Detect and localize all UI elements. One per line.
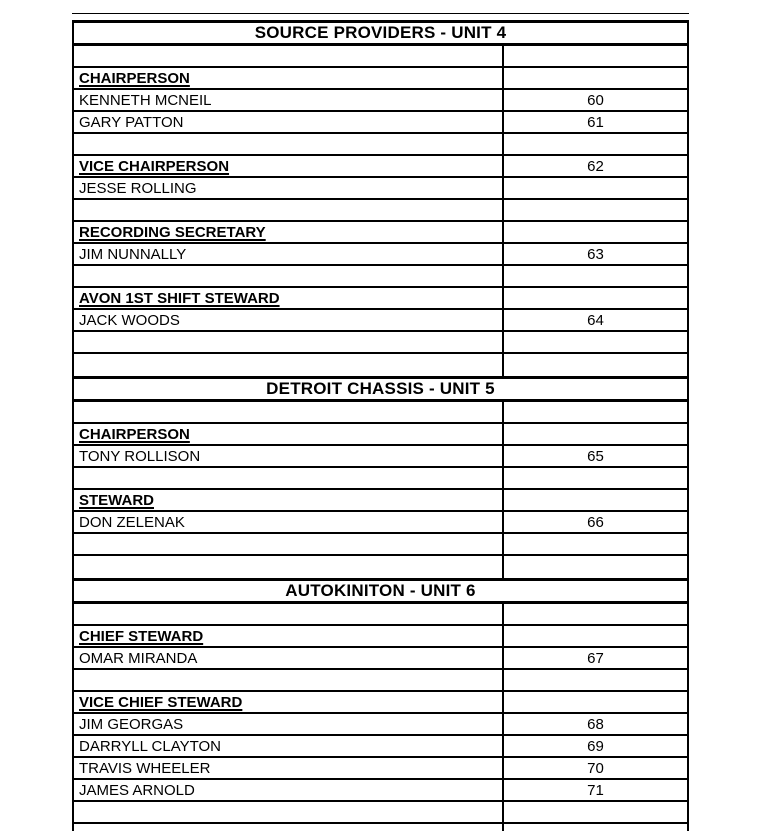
number-cell	[504, 468, 687, 488]
number-cell	[504, 354, 687, 376]
blank-row	[74, 266, 687, 288]
number-cell	[504, 178, 687, 198]
role-header-row	[74, 156, 687, 178]
number-cell	[504, 534, 687, 554]
role-header-row	[74, 490, 687, 512]
section-title: SOURCE PROVIDERS - UNIT 4	[254, 23, 507, 42]
name-cell: TRAVIS WHEELER	[74, 758, 504, 778]
number-cell: 69	[587, 737, 604, 755]
role-header-row	[74, 626, 687, 648]
blank-row	[74, 332, 687, 354]
role-header-row	[74, 222, 687, 244]
number-cell	[504, 556, 687, 578]
name-cell: TONY ROLLISON	[74, 446, 504, 466]
role-header-cell: VICE CHIEF STEWARD	[74, 692, 504, 712]
section-title-row	[74, 20, 687, 46]
name-cell: JIM NUNNALLY	[74, 244, 504, 264]
role-header-cell: CHAIRPERSON	[74, 424, 504, 444]
number-cell	[504, 490, 687, 510]
number-cell: 64	[587, 311, 604, 329]
name-cell	[74, 332, 504, 352]
role-header-row	[74, 692, 687, 714]
person-row	[74, 90, 687, 112]
name-cell	[74, 468, 504, 488]
person-row	[74, 648, 687, 670]
number-cell	[504, 200, 687, 220]
number-cell	[504, 802, 687, 822]
name-cell: JIM GEORGAS	[74, 714, 504, 734]
number-cell	[504, 134, 687, 154]
partial-top-gridline	[72, 13, 689, 14]
person-row	[74, 178, 687, 200]
blank-row	[74, 670, 687, 692]
name-cell: JACK WOODS	[74, 310, 504, 330]
name-cell	[74, 266, 504, 286]
number-cell	[504, 692, 687, 712]
section-title-row	[74, 578, 687, 604]
name-cell: DARRYLL CLAYTON	[74, 736, 504, 756]
name-cell	[74, 802, 504, 822]
person-row	[74, 446, 687, 468]
name-cell	[74, 134, 504, 154]
role-header-cell: AVON 1ST SHIFT STEWARD	[74, 288, 504, 308]
person-row	[74, 780, 687, 802]
blank-row	[74, 200, 687, 222]
name-cell: KENNETH MCNEIL	[74, 90, 504, 110]
number-cell	[504, 332, 687, 352]
blank-row	[74, 802, 687, 824]
partial-row	[74, 824, 687, 831]
blank-row	[74, 402, 687, 424]
name-cell: GARY PATTON	[74, 112, 504, 132]
name-cell	[74, 534, 504, 554]
role-header-row	[74, 288, 687, 310]
role-header-cell: VICE CHAIRPERSON	[74, 156, 504, 176]
number-cell	[504, 626, 687, 646]
person-row	[74, 310, 687, 332]
name-cell	[74, 200, 504, 220]
role-header-row	[74, 68, 687, 90]
blank-row	[74, 46, 687, 68]
number-cell: 61	[587, 113, 604, 131]
role-header-cell: CHAIRPERSON	[74, 68, 504, 88]
person-row	[74, 112, 687, 134]
number-cell	[504, 266, 687, 286]
blank-row	[74, 534, 687, 556]
number-cell	[504, 46, 687, 66]
roster-table	[72, 20, 689, 831]
role-header-cell: RECORDING SECRETARY	[74, 222, 504, 242]
blank-row	[74, 354, 687, 376]
blank-row	[74, 604, 687, 626]
name-cell	[74, 670, 504, 690]
number-cell: 71	[587, 781, 604, 799]
section-title-row	[74, 376, 687, 402]
name-cell	[74, 556, 504, 578]
number-cell	[504, 604, 687, 624]
name-cell: JAMES ARNOLD	[74, 780, 504, 800]
number-cell: 60	[587, 91, 604, 109]
name-cell	[74, 354, 504, 376]
number-cell	[504, 670, 687, 690]
number-cell	[504, 824, 687, 831]
number-cell: 70	[587, 759, 604, 777]
role-header-row	[74, 424, 687, 446]
name-cell	[74, 824, 504, 831]
number-cell	[504, 68, 687, 88]
name-cell	[74, 604, 504, 624]
number-cell: 68	[587, 715, 604, 733]
person-row	[74, 244, 687, 266]
role-header-cell: CHIEF STEWARD	[74, 626, 504, 646]
role-header-cell: STEWARD	[74, 490, 504, 510]
blank-row	[74, 134, 687, 156]
number-cell: 62	[587, 157, 604, 175]
number-cell	[504, 288, 687, 308]
name-cell	[74, 402, 504, 422]
number-cell	[504, 402, 687, 422]
section-title: DETROIT CHASSIS - UNIT 5	[266, 379, 495, 398]
person-row	[74, 512, 687, 534]
blank-row	[74, 468, 687, 490]
number-cell: 65	[587, 447, 604, 465]
number-cell	[504, 424, 687, 444]
person-row	[74, 714, 687, 736]
name-cell: DON ZELENAK	[74, 512, 504, 532]
name-cell: JESSE ROLLING	[74, 178, 504, 198]
person-row	[74, 758, 687, 780]
name-cell	[74, 46, 504, 66]
section-title: AUTOKINITON - UNIT 6	[285, 581, 476, 600]
number-cell: 67	[587, 649, 604, 667]
number-cell	[504, 222, 687, 242]
name-cell: OMAR MIRANDA	[74, 648, 504, 668]
number-cell: 66	[587, 513, 604, 531]
blank-row	[74, 556, 687, 578]
number-cell: 63	[587, 245, 604, 263]
person-row	[74, 736, 687, 758]
